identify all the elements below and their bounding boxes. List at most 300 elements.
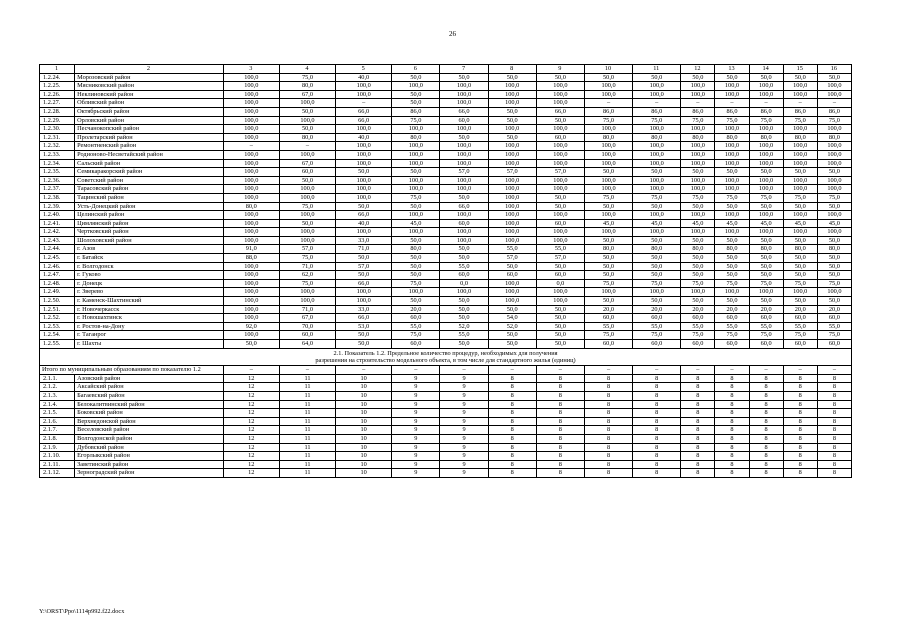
- value-cell: 100,0: [440, 90, 488, 99]
- value-cell: 50,0: [440, 245, 488, 254]
- value-cell: 75,0: [817, 116, 851, 125]
- table-row: [40, 417, 852, 426]
- value-cell: 75,0: [749, 116, 783, 125]
- value-cell: 50,0: [536, 262, 584, 271]
- table-row: [40, 202, 852, 211]
- value-cell: 50,0: [749, 236, 783, 245]
- table-row: [40, 245, 852, 254]
- value-cell: 11: [279, 409, 335, 418]
- value-cell: 100,0: [223, 125, 279, 134]
- value-cell: 100,0: [633, 211, 681, 220]
- value-cell: 100,0: [783, 90, 817, 99]
- value-cell: 75,0: [279, 254, 335, 263]
- value-cell: 8: [817, 469, 851, 478]
- value-cell: 50,0: [681, 262, 715, 271]
- value-cell: 9: [440, 383, 488, 392]
- value-cell: 20,0: [681, 305, 715, 314]
- table-row: [40, 73, 852, 82]
- value-cell: 80,0: [392, 133, 440, 142]
- table-row: [40, 159, 852, 168]
- table-row: [40, 116, 852, 125]
- value-cell: 8: [633, 452, 681, 461]
- value-cell: 10: [336, 374, 392, 383]
- row-name: г. Гуково: [75, 271, 224, 280]
- value-cell: 75,0: [633, 193, 681, 202]
- value-cell: –: [749, 366, 783, 374]
- value-cell: 80,0: [749, 245, 783, 254]
- value-cell: 100,0: [536, 288, 584, 297]
- value-cell: 52,0: [488, 322, 536, 331]
- row-name: Тарасовский район: [75, 185, 224, 194]
- row-name: г. Батайск: [75, 254, 224, 263]
- table-row: [40, 314, 852, 323]
- value-cell: 50,0: [715, 271, 749, 280]
- value-cell: 60,0: [681, 314, 715, 323]
- column-header: 11: [633, 65, 681, 74]
- value-cell: 53,0: [336, 322, 392, 331]
- column-header: 16: [817, 65, 851, 74]
- value-cell: 50,0: [633, 271, 681, 280]
- value-cell: 50,0: [783, 236, 817, 245]
- value-cell: 60,0: [536, 271, 584, 280]
- value-cell: 45,0: [783, 219, 817, 228]
- value-cell: 100,0: [488, 185, 536, 194]
- value-cell: 66,0: [536, 107, 584, 116]
- row-name: Шолоховский район: [75, 236, 224, 245]
- section-title-line1: 2.1. Показатель 1.2. Предельное количество процедур, необходимых для получения: [333, 349, 558, 357]
- value-cell: 100,0: [681, 185, 715, 194]
- value-cell: 100,0: [749, 90, 783, 99]
- value-cell: 11: [279, 417, 335, 426]
- row-number: 1.2.33.: [40, 150, 75, 159]
- value-cell: 11: [279, 400, 335, 409]
- value-cell: 57,0: [536, 168, 584, 177]
- value-cell: 100,0: [336, 125, 392, 134]
- value-cell: 67,0: [279, 159, 335, 168]
- value-cell: 75,0: [392, 116, 440, 125]
- row-name: г. Новошахтинск: [75, 314, 224, 323]
- row-name: Тацинский район: [75, 193, 224, 202]
- value-cell: 50,0: [440, 254, 488, 263]
- value-cell: 50,0: [536, 331, 584, 340]
- value-cell: 75,0: [681, 116, 715, 125]
- value-cell: 100,0: [488, 176, 536, 185]
- value-cell: 60,0: [783, 314, 817, 323]
- value-cell: 100,0: [749, 211, 783, 220]
- value-cell: 8: [488, 409, 536, 418]
- row-name: г. Зверево: [75, 288, 224, 297]
- value-cell: 50,0: [584, 262, 632, 271]
- value-cell: 8: [681, 426, 715, 435]
- value-cell: 8: [536, 374, 584, 383]
- value-cell: 80,0: [279, 133, 335, 142]
- value-cell: 50,0: [488, 262, 536, 271]
- value-cell: 9: [392, 409, 440, 418]
- value-cell: 8: [633, 417, 681, 426]
- value-cell: 8: [681, 434, 715, 443]
- value-cell: 50,0: [584, 297, 632, 306]
- value-cell: 100,0: [783, 125, 817, 134]
- value-cell: 8: [584, 426, 632, 435]
- value-cell: 57,0: [440, 168, 488, 177]
- value-cell: 80,0: [633, 133, 681, 142]
- row-number: 1.2.40.: [40, 211, 75, 220]
- column-header: 14: [749, 65, 783, 74]
- total-label: Итого по муниципальным образованиям по показателю 1.2: [40, 366, 224, 374]
- value-cell: 50,0: [392, 73, 440, 82]
- value-cell: 64,0: [279, 340, 335, 349]
- row-number: 2.1.8.: [40, 434, 75, 443]
- value-cell: 8: [783, 469, 817, 478]
- value-cell: 86,0: [817, 107, 851, 116]
- value-cell: 75,0: [749, 279, 783, 288]
- value-cell: 75,0: [279, 202, 335, 211]
- value-cell: 10: [336, 400, 392, 409]
- value-cell: 50,0: [440, 314, 488, 323]
- value-cell: 20,0: [633, 305, 681, 314]
- value-cell: 50,0: [392, 262, 440, 271]
- row-name: Верхнедонской район: [75, 417, 224, 426]
- value-cell: 100,0: [783, 142, 817, 151]
- row-name: Сальский район: [75, 159, 224, 168]
- column-header: 9: [536, 65, 584, 74]
- value-cell: 8: [715, 400, 749, 409]
- value-cell: 20,0: [749, 305, 783, 314]
- value-cell: 100,0: [440, 185, 488, 194]
- value-cell: 100,0: [488, 142, 536, 151]
- value-cell: 100,0: [584, 150, 632, 159]
- row-name: Октябрьский район: [75, 107, 224, 116]
- value-cell: 9: [392, 434, 440, 443]
- value-cell: 100,0: [392, 211, 440, 220]
- table-row: [40, 211, 852, 220]
- value-cell: 66,0: [336, 116, 392, 125]
- value-cell: 55,0: [715, 322, 749, 331]
- value-cell: 50,0: [715, 236, 749, 245]
- row-name: Азовский район: [75, 374, 224, 383]
- table-row: [40, 228, 852, 237]
- value-cell: 50,0: [440, 340, 488, 349]
- value-cell: 75,0: [681, 193, 715, 202]
- value-cell: 100,0: [633, 185, 681, 194]
- value-cell: 50,0: [584, 271, 632, 280]
- value-cell: 8: [715, 392, 749, 401]
- value-cell: 50,0: [488, 331, 536, 340]
- value-cell: 50,0: [817, 73, 851, 82]
- value-cell: 100,0: [749, 288, 783, 297]
- value-cell: 9: [440, 434, 488, 443]
- column-header: 13: [715, 65, 749, 74]
- value-cell: –: [633, 99, 681, 108]
- row-number: 2.1.10.: [40, 452, 75, 461]
- table-row: [40, 460, 852, 469]
- row-number: 1.2.26.: [40, 90, 75, 99]
- value-cell: 75,0: [633, 116, 681, 125]
- value-cell: 100,0: [336, 193, 392, 202]
- value-cell: 100,0: [536, 159, 584, 168]
- value-cell: 8: [817, 434, 851, 443]
- value-cell: 86,0: [783, 107, 817, 116]
- table-row: [40, 331, 852, 340]
- value-cell: –: [817, 366, 851, 374]
- value-cell: 8: [584, 434, 632, 443]
- section-title-line2: разрешения на строительство модельного объекта, в том числе для стандартного жилья (единиц): [315, 357, 576, 364]
- value-cell: 50,0: [681, 236, 715, 245]
- value-cell: 12: [223, 469, 279, 478]
- value-cell: 100,0: [488, 90, 536, 99]
- table-row: [40, 383, 852, 392]
- value-cell: 100,0: [392, 228, 440, 237]
- value-cell: 100,0: [223, 331, 279, 340]
- value-cell: 8: [817, 400, 851, 409]
- value-cell: 66,0: [336, 279, 392, 288]
- value-cell: 8: [488, 426, 536, 435]
- row-number: 1.2.35.: [40, 168, 75, 177]
- value-cell: 8: [783, 417, 817, 426]
- value-cell: 75,0: [633, 279, 681, 288]
- value-cell: 100,0: [488, 211, 536, 220]
- value-cell: 8: [536, 434, 584, 443]
- row-name: Цимлянский район: [75, 219, 224, 228]
- value-cell: 10: [336, 383, 392, 392]
- value-cell: 100,0: [749, 176, 783, 185]
- value-cell: 86,0: [633, 107, 681, 116]
- value-cell: 80,0: [584, 133, 632, 142]
- value-cell: 100,0: [279, 288, 335, 297]
- value-cell: 100,0: [715, 211, 749, 220]
- value-cell: 100,0: [681, 150, 715, 159]
- value-cell: 55,0: [440, 331, 488, 340]
- value-cell: 100,0: [817, 82, 851, 91]
- value-cell: 100,0: [681, 125, 715, 134]
- value-cell: 100,0: [488, 159, 536, 168]
- value-cell: 8: [681, 392, 715, 401]
- table-row: [40, 219, 852, 228]
- row-name: Аксайский район: [75, 383, 224, 392]
- value-cell: 60,0: [783, 340, 817, 349]
- value-cell: 100,0: [223, 168, 279, 177]
- value-cell: 75,0: [783, 279, 817, 288]
- row-number: 2.1.2.: [40, 383, 75, 392]
- row-name: г. Волгодонск: [75, 262, 224, 271]
- value-cell: 8: [783, 434, 817, 443]
- value-cell: –: [279, 366, 335, 374]
- row-number: 1.2.25.: [40, 82, 75, 91]
- row-name: Мясниковский район: [75, 82, 224, 91]
- value-cell: 50,0: [584, 236, 632, 245]
- value-cell: 50,0: [536, 116, 584, 125]
- value-cell: 100,0: [223, 82, 279, 91]
- value-cell: 75,0: [817, 193, 851, 202]
- value-cell: 100,0: [715, 228, 749, 237]
- value-cell: 8: [584, 469, 632, 478]
- value-cell: –: [440, 366, 488, 374]
- value-cell: 50,0: [336, 254, 392, 263]
- row-number: 2.1.3.: [40, 392, 75, 401]
- value-cell: 100,0: [440, 288, 488, 297]
- value-cell: 50,0: [392, 236, 440, 245]
- value-cell: –: [223, 366, 279, 374]
- value-cell: 8: [783, 383, 817, 392]
- value-cell: 71,0: [336, 245, 392, 254]
- value-cell: 8: [681, 400, 715, 409]
- row-number: 1.2.54.: [40, 331, 75, 340]
- table-row: [40, 125, 852, 134]
- table-row: [40, 374, 852, 383]
- row-name: г. Азов: [75, 245, 224, 254]
- row-number: 2.1.1.: [40, 374, 75, 383]
- value-cell: 100,0: [681, 228, 715, 237]
- value-cell: 8: [783, 460, 817, 469]
- value-cell: 8: [783, 400, 817, 409]
- table-row: [40, 409, 852, 418]
- value-cell: 100,0: [715, 82, 749, 91]
- value-cell: 86,0: [715, 107, 749, 116]
- value-cell: 66,0: [336, 107, 392, 116]
- value-cell: 50,0: [783, 254, 817, 263]
- value-cell: 100,0: [681, 90, 715, 99]
- row-name: Семикаракорский район: [75, 168, 224, 177]
- value-cell: 9: [440, 417, 488, 426]
- value-cell: 75,0: [749, 331, 783, 340]
- row-number: 1.2.37.: [40, 185, 75, 194]
- value-cell: 100,0: [749, 159, 783, 168]
- value-cell: 8: [488, 452, 536, 461]
- value-cell: 100,0: [536, 176, 584, 185]
- value-cell: 50,0: [536, 340, 584, 349]
- value-cell: 60,0: [681, 340, 715, 349]
- value-cell: 8: [584, 417, 632, 426]
- value-cell: 100,0: [681, 211, 715, 220]
- row-number: 1.2.30.: [40, 125, 75, 134]
- value-cell: 8: [749, 452, 783, 461]
- row-name: г. Новочеркасск: [75, 305, 224, 314]
- value-cell: 50,0: [633, 262, 681, 271]
- value-cell: 8: [715, 460, 749, 469]
- value-cell: 66,0: [336, 211, 392, 220]
- value-cell: 9: [440, 460, 488, 469]
- value-cell: 100,0: [783, 228, 817, 237]
- value-cell: 80,0: [715, 133, 749, 142]
- value-cell: 8: [749, 417, 783, 426]
- value-cell: 100,0: [749, 185, 783, 194]
- column-header: 3: [223, 65, 279, 74]
- table-row: [40, 99, 852, 108]
- value-cell: 100,0: [223, 228, 279, 237]
- value-cell: 60,0: [440, 219, 488, 228]
- value-cell: 100,0: [488, 202, 536, 211]
- value-cell: 100,0: [584, 159, 632, 168]
- value-cell: 60,0: [488, 271, 536, 280]
- value-cell: 50,0: [715, 73, 749, 82]
- value-cell: 55,0: [749, 322, 783, 331]
- value-cell: 100,0: [536, 90, 584, 99]
- value-cell: 12: [223, 392, 279, 401]
- value-cell: 100,0: [584, 82, 632, 91]
- value-cell: 40,0: [336, 133, 392, 142]
- row-name: Боковский район: [75, 409, 224, 418]
- value-cell: 50,0: [749, 271, 783, 280]
- value-cell: 55,0: [783, 322, 817, 331]
- value-cell: 50,0: [817, 262, 851, 271]
- value-cell: 86,0: [681, 107, 715, 116]
- value-cell: 50,0: [633, 236, 681, 245]
- row-number: 1.2.48.: [40, 279, 75, 288]
- value-cell: 50,0: [817, 236, 851, 245]
- value-cell: 100,0: [440, 82, 488, 91]
- value-cell: 75,0: [584, 193, 632, 202]
- row-name: Пролетарский район: [75, 133, 224, 142]
- value-cell: 10: [336, 443, 392, 452]
- table-row: [40, 279, 852, 288]
- value-cell: 50,0: [536, 202, 584, 211]
- column-header: 15: [783, 65, 817, 74]
- value-cell: 9: [440, 400, 488, 409]
- indicator-table: [39, 64, 852, 478]
- value-cell: 67,0: [279, 314, 335, 323]
- value-cell: 50,0: [440, 193, 488, 202]
- column-header: 12: [681, 65, 715, 74]
- value-cell: 50,0: [633, 297, 681, 306]
- row-number: 1.2.50.: [40, 297, 75, 306]
- value-cell: 8: [715, 374, 749, 383]
- value-cell: 100,0: [440, 99, 488, 108]
- value-cell: 75,0: [783, 193, 817, 202]
- value-cell: 50,0: [584, 168, 632, 177]
- value-cell: 55,0: [488, 245, 536, 254]
- value-cell: 75,0: [817, 331, 851, 340]
- value-cell: 50,0: [392, 99, 440, 108]
- value-cell: 100,0: [336, 90, 392, 99]
- column-header: 7: [440, 65, 488, 74]
- value-cell: 50,0: [783, 262, 817, 271]
- value-cell: 100,0: [488, 125, 536, 134]
- value-cell: 100,0: [536, 142, 584, 151]
- value-cell: 45,0: [817, 219, 851, 228]
- value-cell: 50,0: [279, 176, 335, 185]
- value-cell: 12: [223, 460, 279, 469]
- value-cell: 100,0: [749, 150, 783, 159]
- value-cell: 100,0: [223, 99, 279, 108]
- value-cell: 60,0: [817, 340, 851, 349]
- value-cell: 100,0: [223, 219, 279, 228]
- value-cell: 100,0: [536, 99, 584, 108]
- value-cell: 50,0: [336, 168, 392, 177]
- value-cell: 100,0: [223, 185, 279, 194]
- value-cell: 86,0: [392, 107, 440, 116]
- value-cell: 50,0: [336, 331, 392, 340]
- value-cell: 100,0: [488, 99, 536, 108]
- value-cell: 50,0: [749, 254, 783, 263]
- value-cell: 20,0: [715, 305, 749, 314]
- value-cell: 100,0: [440, 142, 488, 151]
- value-cell: 75,0: [783, 331, 817, 340]
- value-cell: 60,0: [440, 271, 488, 280]
- row-number: 1.2.46.: [40, 262, 75, 271]
- value-cell: 11: [279, 426, 335, 435]
- value-cell: 45,0: [681, 219, 715, 228]
- value-cell: 100,0: [440, 125, 488, 134]
- value-cell: 8: [817, 374, 851, 383]
- value-cell: 75,0: [633, 331, 681, 340]
- value-cell: 75,0: [584, 331, 632, 340]
- value-cell: 100,0: [336, 82, 392, 91]
- value-cell: 60,0: [584, 314, 632, 323]
- row-name: г. Шахты: [75, 340, 224, 349]
- footer-file-path: Y:\ORST\Ppo\1114p992.f22.docx: [39, 608, 125, 615]
- value-cell: 100,0: [633, 125, 681, 134]
- row-name: Орловский район: [75, 116, 224, 125]
